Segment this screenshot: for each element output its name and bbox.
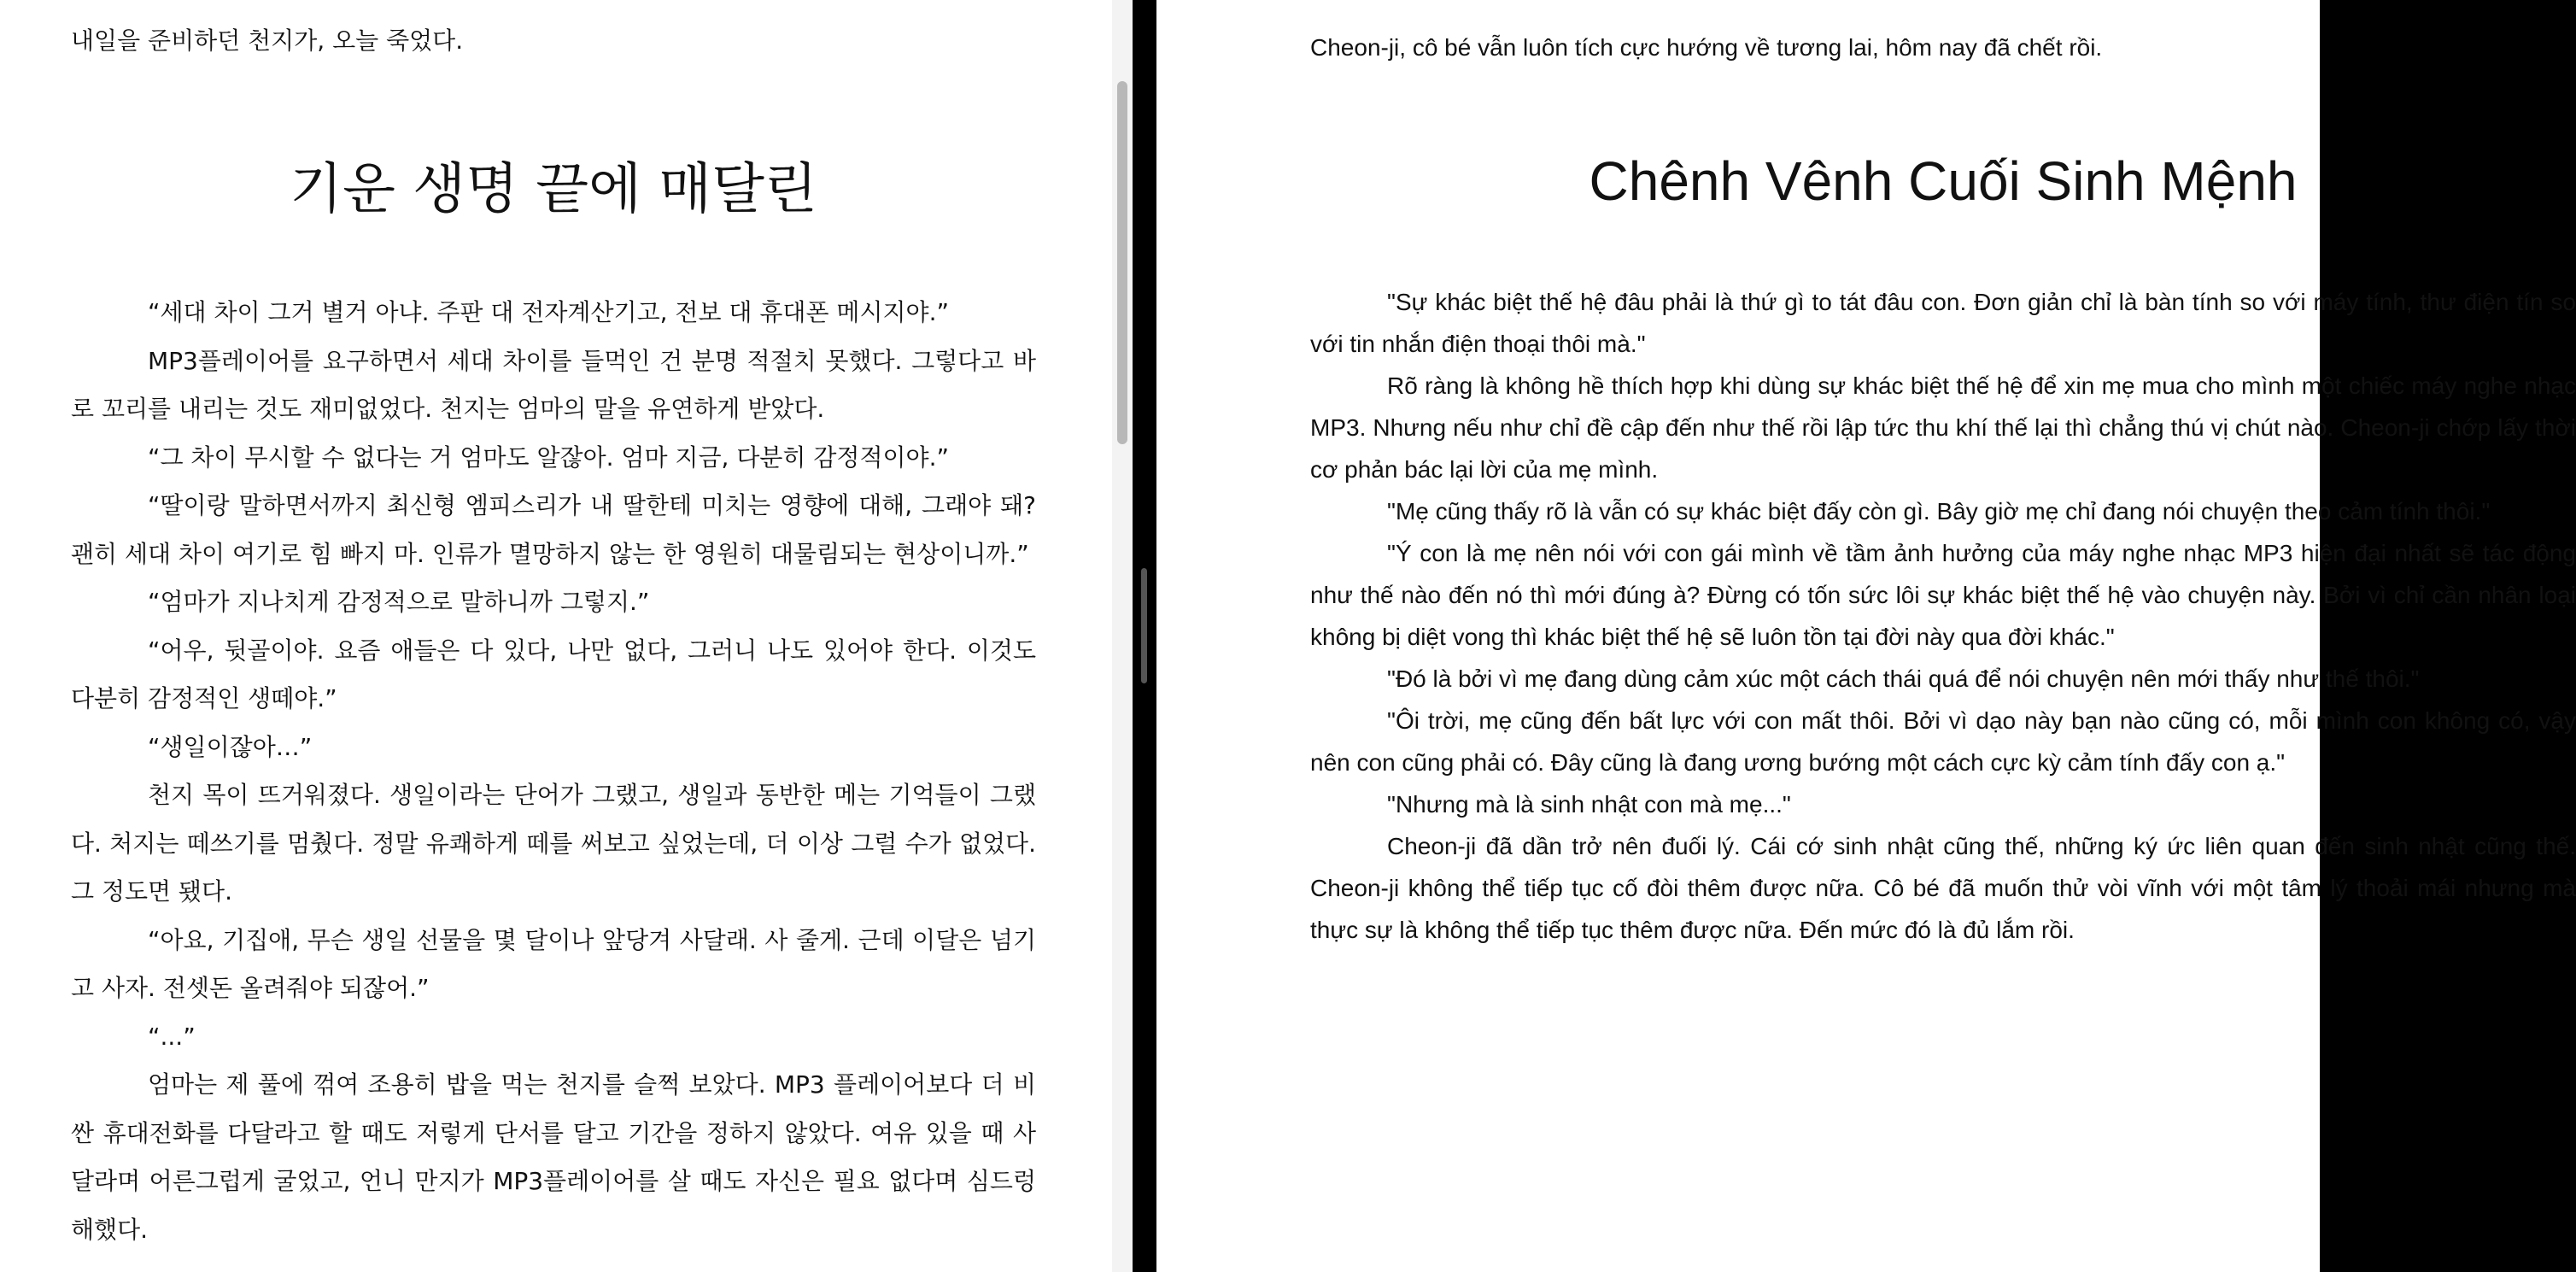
right-paragraph: "Ôi trời, mẹ cũng đến bất lực với con mất thôi. Bởi vì dạo này bạn nào cũng có, mỗi mình con không có, vậy nên con cũng phải có. Đây cũng là đang ương bướng một cách cực kỳ cảm tính đấy con ạ."	[1310, 707, 2576, 776]
left-paragraph: “그 차이 무시할 수 없다는 거 엄마도 알잖아. 엄마 지금, 다분히 감정적이야.”	[148, 443, 950, 472]
split-divider-handle[interactable]	[1141, 568, 1147, 683]
right-paragraph: "Đó là bởi vì mẹ đang dùng cảm xúc một cách thái quá để nói chuyện nên mới thấy như thế thôi."	[1387, 665, 2420, 692]
left-scrollbar-thumb[interactable]	[1117, 81, 1127, 444]
right-paragraph: "Ý con là mẹ nên nói với con gái mình về tầm ảnh hưởng của máy nghe nhạc MP3 hiện đại nhất sẽ tác động như thế nào đến nó thì mới đúng à? Đừng có tốn sức lôi sự khác biệt thế hệ vào chuyện này. Bởi vì chỉ cần nhân loại không bị diệt vong thì khác biệt thế hệ sẽ luôn tồn tại đời này qua đời khác."	[1310, 540, 2576, 650]
left-scrollbar[interactable]	[1112, 0, 1133, 1272]
right-paragraph: "Mẹ cũng thấy rõ là vẫn có sự khác biệt đấy còn gì. Bây giờ mẹ chỉ đang nói chuyện theo cảm tính thôi."	[1387, 498, 2491, 525]
left-paragraph: “어우, 뒷골이야. 요즘 애들은 다 있다, 나만 없다, 그러니 나도 있어야 한다. 이것도 다분히 감정적인 생떼야.”	[71, 636, 1036, 712]
right-paragraph: Cheon-ji đã dần trở nên đuối lý. Cái cớ sinh nhật cũng thế, những ký ức liên quan đến sinh nhật cũng thế. Cheon-ji không thể tiếp tục cố đòi thêm được nữa. Cô bé đã muốn thử vòi vĩnh với một tâm lý thoải mái nhưng mà thực sự là không thể tiếp tục thêm được nữa. Đến mức đó là đủ lắm rồi.	[1310, 833, 2576, 943]
left-paragraph: “아요, 기집애, 무슨 생일 선물을 몇 달이나 앞당겨 사달래. 사 줄게. 근데 이달은 넘기고 사자. 전셋돈 올려줘야 되잖어.”	[71, 925, 1036, 1002]
left-body	[71, 289, 1036, 1254]
left-paragraph: 엄마는 제 풀에 꺾여 조용히 밥을 먹는 천지를 슬쩍 보았다. MP3 플레이어보다 더 비싼 휴대전화를 다달라고 할 때도 저렇게 단서를 달고 기간을 정하지 않았다. 여유 있을 때 사 달라며 어른그럽게 굴었고, 언니 만지가 MP3플레이어를 살 때도 자신은 필요 없다며 심드렁해했다.	[71, 1070, 1036, 1244]
left-paragraph: 천지 목이 뜨거워졌다. 생일이라는 단어가 그랬고, 생일과 동반한 메는 기억들이 그랬다. 처지는 떼쓰기를 멈췄다. 정말 유쾌하게 떼를 써보고 싶었는데, 더 이상 그럴 수가 없었다. 그 정도면 됐다.	[71, 781, 1036, 906]
left-paragraph: “...”	[148, 1022, 196, 1051]
left-paragraph: “딸이랑 말하면서까지 최신형 엠피스리가 내 딸한테 미치는 영향에 대해, 그래야 돼? 괜히 세대 차이 여기로 힘 빠지 마. 인류가 멸망하지 않는 한 영원히 대물림되는 현상이니까.”	[71, 491, 1036, 568]
right-preface: Cheon-ji, cô bé vẫn luôn tích cực hướng về tương lai, hôm nay đã chết rồi.	[1310, 34, 2103, 61]
left-paragraph: MP3플레이어를 요구하면서 세대 차이를 들먹인 건 분명 적절치 못했다. 그렇다고 바로 꼬리를 내리는 것도 재미없었다. 천지는 엄마의 말을 유연하게 받았다.	[71, 346, 1036, 423]
right-paragraph: "Sự khác biệt thế hệ đâu phải là thứ gì to tát đâu con. Đơn giản chỉ là bàn tính so với máy tính, thư điện tín so với tin nhắn điện thoại thôi mà."	[1310, 289, 2576, 357]
right-paragraph: "Nhưng mà là sinh nhật con mà mẹ..."	[1387, 791, 1791, 818]
left-paragraph: “생일이잖아…”	[148, 732, 313, 761]
right-title: Chênh Vênh Cuối Sinh Mệnh	[1589, 150, 2298, 212]
right-body	[1310, 281, 2576, 951]
left-preface: 내일을 준비하던 천지가, 오늘 죽었다.	[71, 26, 464, 55]
left-document-pane[interactable]	[0, 0, 1133, 1272]
right-document-pane[interactable]	[1156, 0, 2576, 1272]
left-paragraph: “엄마가 지나치게 감정적으로 말하니까 그렇지.”	[148, 588, 650, 616]
right-paragraph: Rõ ràng là không hề thích hợp khi dùng sự khác biệt thế hệ để xin mẹ mua cho mình một chiếc máy nghe nhạc MP3. Nhưng nếu như chỉ đề cập đến như thế rồi lập tức thu khí thế lại thì chẳng thú vị chút nào. Cheon-ji chớp lấy thời cơ phản bác lại lời của mẹ mình.	[1310, 372, 2576, 483]
left-paragraph: “세대 차이 그거 별거 아냐. 주판 대 전자계산기고, 전보 대 휴대폰 메시지야.”	[148, 298, 950, 326]
left-title: 기운 생명 끝에 매달린	[290, 158, 817, 221]
